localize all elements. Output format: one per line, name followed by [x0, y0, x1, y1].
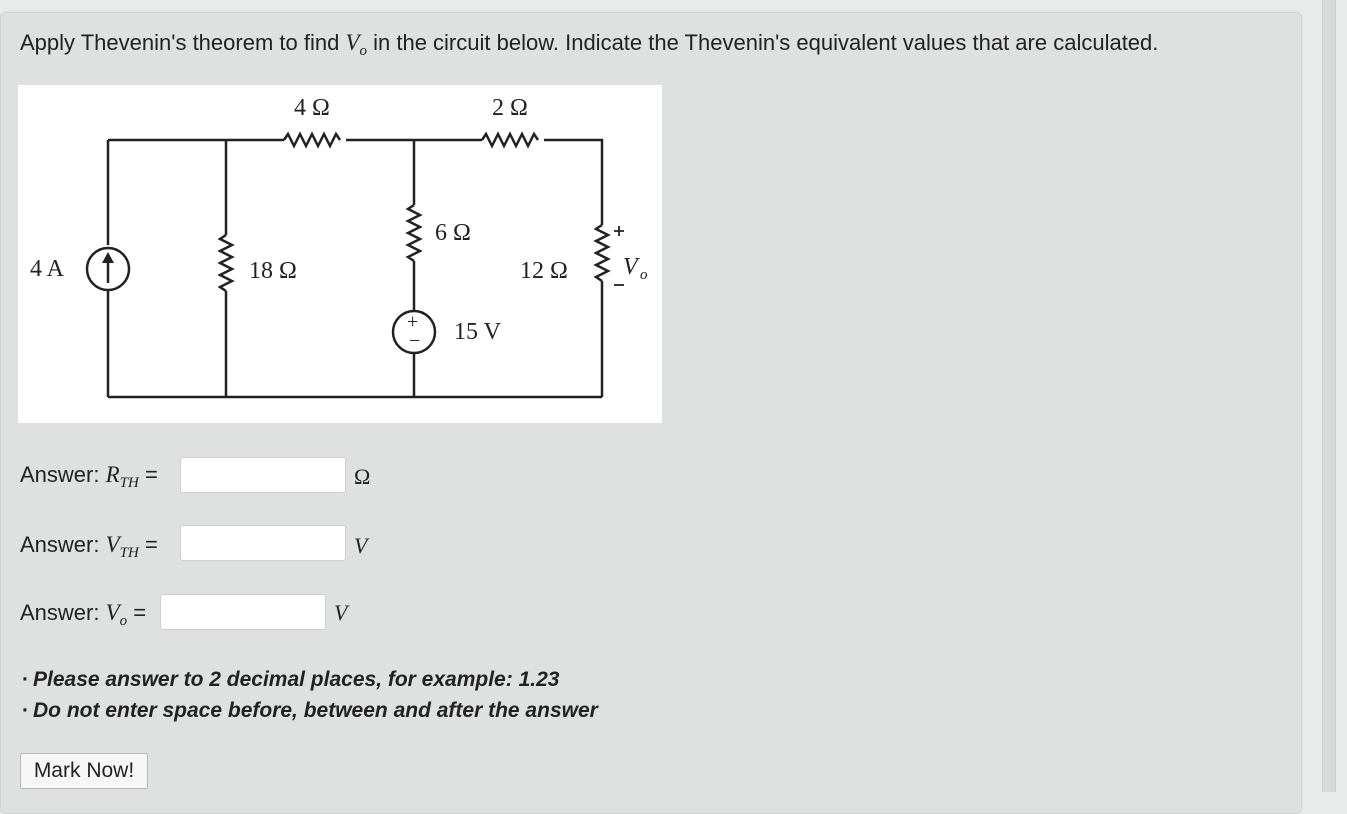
label-12ohm: 12 Ω — [520, 258, 568, 284]
vo-plus-icon — [614, 226, 624, 236]
answer-equals: = — [138, 462, 158, 487]
question-text-end: in the circuit below. Indicate the Thevenin's equivalent values that are calculated. — [367, 30, 1159, 55]
scrollbar-track[interactable] — [1322, 0, 1336, 792]
current-arrow-head-icon — [102, 252, 114, 263]
resistor-12ohm — [596, 225, 608, 281]
vo-unit: V — [334, 600, 348, 625]
bullet-icon: · — [22, 699, 29, 722]
answer-variable-sub: TH — [119, 545, 139, 561]
answer-label: Answer: — [20, 532, 106, 557]
bullet-icon: · — [22, 668, 29, 691]
label-vo-sub: o — [640, 267, 648, 283]
instruction-item — [22, 664, 598, 695]
label-4a: 4 A — [30, 256, 65, 282]
answer-label: Answer: — [20, 600, 106, 625]
answer-variable — [105, 462, 139, 491]
answer-variable — [105, 600, 128, 629]
answer-variable-letter: V — [105, 532, 120, 557]
label-vo: V — [623, 254, 638, 280]
question-variable — [345, 30, 367, 59]
vth-input[interactable] — [180, 525, 346, 561]
answer-row-rth — [20, 462, 158, 492]
answer-equals: = — [127, 600, 147, 625]
circuit-diagram — [18, 85, 662, 423]
answer-equals: = — [138, 532, 158, 557]
vsource-plus: + — [407, 311, 419, 333]
resistor-2ohm — [482, 134, 538, 146]
label-4ohm: 4 Ω — [294, 95, 330, 121]
circuit-svg — [18, 85, 662, 423]
mark-now-button[interactable]: Mark Now! — [20, 753, 148, 789]
question-text-start: Apply Thevenin's theorem to find — [20, 30, 346, 55]
rth-unit: Ω — [354, 464, 371, 489]
instructions-list — [22, 664, 598, 726]
instruction-item — [22, 695, 598, 726]
instruction-text: Please answer to 2 decimal places, for example: 1.23 — [33, 668, 560, 691]
vth-unit: V — [354, 533, 368, 558]
answer-row-vth — [20, 532, 158, 562]
answer-variable-letter: V — [105, 600, 120, 625]
vo-input[interactable] — [160, 594, 326, 630]
answer-variable-sub: TH — [119, 475, 139, 491]
question-variable-sub: o — [359, 43, 367, 59]
question-text — [20, 30, 1158, 60]
answer-variable-sub: o — [119, 613, 128, 629]
instruction-text: Do not enter space before, between and after the answer — [33, 699, 598, 722]
label-18ohm: 18 Ω — [249, 258, 297, 284]
label-15v: 15 V — [454, 319, 501, 345]
answer-variable-letter: R — [105, 462, 120, 487]
answer-row-vo — [20, 600, 146, 630]
resistor-4ohm — [284, 134, 340, 146]
answer-variable — [105, 532, 139, 561]
answer-label: Answer: — [20, 462, 106, 487]
question-variable-letter: V — [345, 30, 360, 55]
wire-top-right — [544, 140, 602, 225]
label-2ohm: 2 Ω — [492, 95, 528, 121]
resistor-6ohm — [408, 205, 420, 261]
vsource-minus: − — [409, 330, 421, 352]
rth-input[interactable] — [180, 457, 346, 493]
resistor-18ohm — [220, 235, 232, 291]
label-6ohm: 6 Ω — [435, 220, 471, 246]
